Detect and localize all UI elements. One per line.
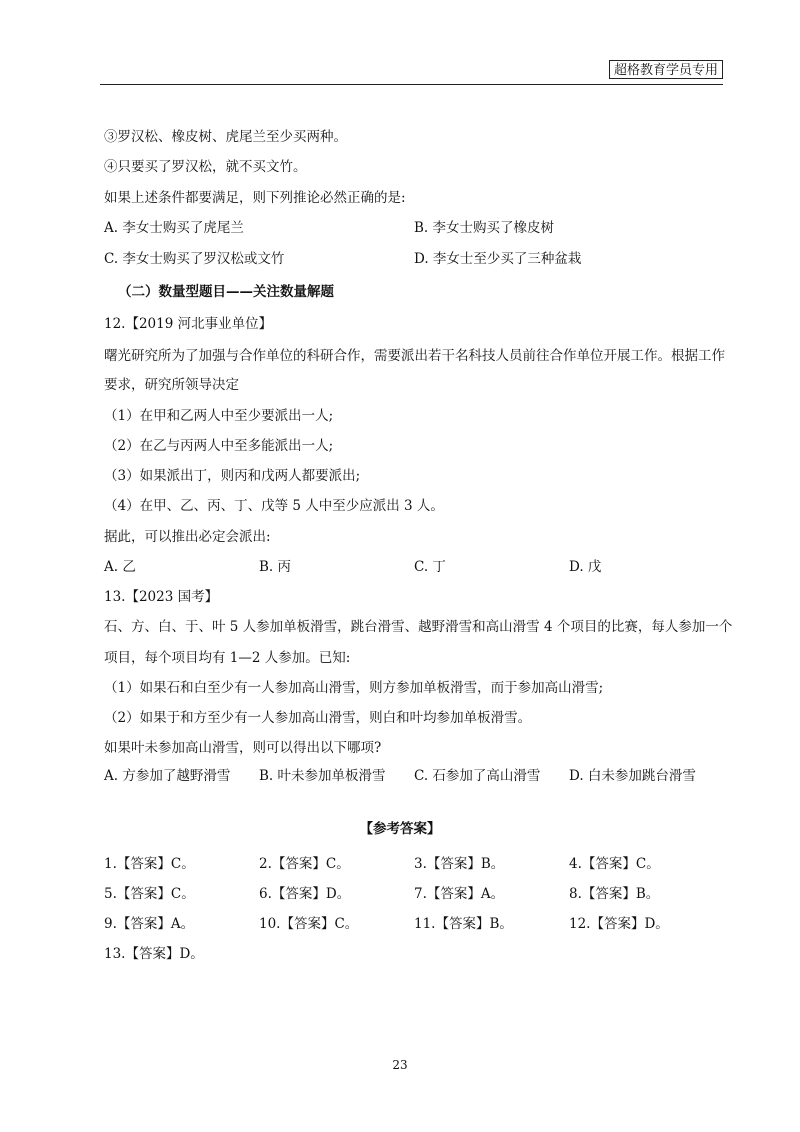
q13-source: 13.【2023 国考】	[104, 589, 219, 605]
answer-item: 5.【答案】C。	[104, 886, 195, 902]
q12-option-a: A. 乙	[104, 559, 136, 575]
page-number: 23	[392, 1058, 408, 1072]
q12-condition-4: （4）在甲、乙、丙、丁、戊等 5 人中至少应派出 3 人。	[104, 498, 444, 514]
q11-option-b: B. 李女士购买了橡皮树	[414, 220, 555, 236]
answers-title: 【参考答案】	[359, 821, 441, 837]
q12-stem-line-1: 曙光研究所为了加强与合作单位的科研合作，需要派出若干名科技人员前往合作单位开展工作。根据工作	[104, 348, 725, 364]
q12-stem-line-2: 要求，研究所领导决定	[104, 377, 239, 393]
q13-option-a: A. 方参加了越野滑雪	[104, 768, 231, 784]
q11-option-d: D. 李女士至少买了三种盆栽	[414, 251, 582, 267]
q11-condition-4: ④只要买了罗汉松，就不买文竹。	[104, 159, 307, 175]
answer-item: 12.【答案】D。	[569, 916, 669, 932]
answer-item: 1.【答案】C。	[104, 856, 195, 872]
q13-option-b: B. 叶未参加单板滑雪	[259, 768, 386, 784]
q11-question: 如果上述条件都要满足，则下列推论必然正确的是:	[104, 190, 406, 206]
answer-item: 4.【答案】C。	[569, 856, 660, 872]
answer-item: 13.【答案】D。	[104, 946, 204, 962]
answer-item: 3.【答案】B。	[414, 856, 505, 872]
q13-option-c: C. 石参加了高山滑雪	[414, 768, 541, 784]
q12-source: 12.【2019 河北事业单位】	[104, 316, 273, 332]
answer-item: 6.【答案】D。	[259, 886, 351, 902]
q12-option-d: D. 戊	[569, 559, 602, 575]
q13-condition-2: （2）如果于和方至少有一人参加高山滑雪，则白和叶均参加单板滑雪。	[104, 710, 532, 726]
q12-question: 据此，可以推出必定会派出:	[104, 529, 271, 545]
q11-option-c: C. 李女士购买了罗汉松或文竹	[104, 251, 285, 267]
q11-condition-3: ③罗汉松、橡皮树、虎尾兰至少买两种。	[104, 129, 347, 145]
section-title: （二）数量型题目——关注数量解题	[118, 284, 334, 300]
q12-condition-3: （3）如果派出丁，则丙和戊两人都要派出;	[104, 468, 361, 484]
q11-option-a: A. 李女士购买了虎尾兰	[104, 220, 244, 236]
q12-option-b: B. 丙	[259, 559, 292, 575]
q13-stem-line-2: 项目，每个项目均有 1—2 人参加。已知:	[104, 650, 351, 666]
q12-condition-2: （2）在乙与丙两人中至多能派出一人;	[104, 438, 334, 454]
answer-item: 11.【答案】B。	[414, 916, 513, 932]
q13-option-d: D. 白未参加跳台滑雪	[569, 768, 696, 784]
q12-option-c: C. 丁	[414, 559, 446, 575]
answer-item: 7.【答案】A。	[414, 886, 505, 902]
answer-item: 10.【答案】C。	[259, 916, 359, 932]
header-badge: 超格教育学员专用	[609, 60, 723, 79]
answer-item: 2.【答案】C。	[259, 856, 350, 872]
q13-question: 如果叶未参加高山滑雪，则可以得出以下哪项?	[104, 740, 382, 756]
q12-condition-1: （1）在甲和乙两人中至少要派出一人;	[104, 408, 334, 424]
header-rule	[100, 84, 723, 85]
q13-stem-line-1: 石、方、白、于、叶 5 人参加单板滑雪，跳台滑雪、越野滑雪和高山滑雪 4 个项目的比赛，每人参加一个	[104, 619, 733, 635]
q13-condition-1: （1）如果石和白至少有一人参加高山滑雪，则方参加单板滑雪，而于参加高山滑雪;	[104, 680, 604, 696]
answer-item: 8.【答案】B。	[569, 886, 660, 902]
answer-item: 9.【答案】A。	[104, 916, 195, 932]
